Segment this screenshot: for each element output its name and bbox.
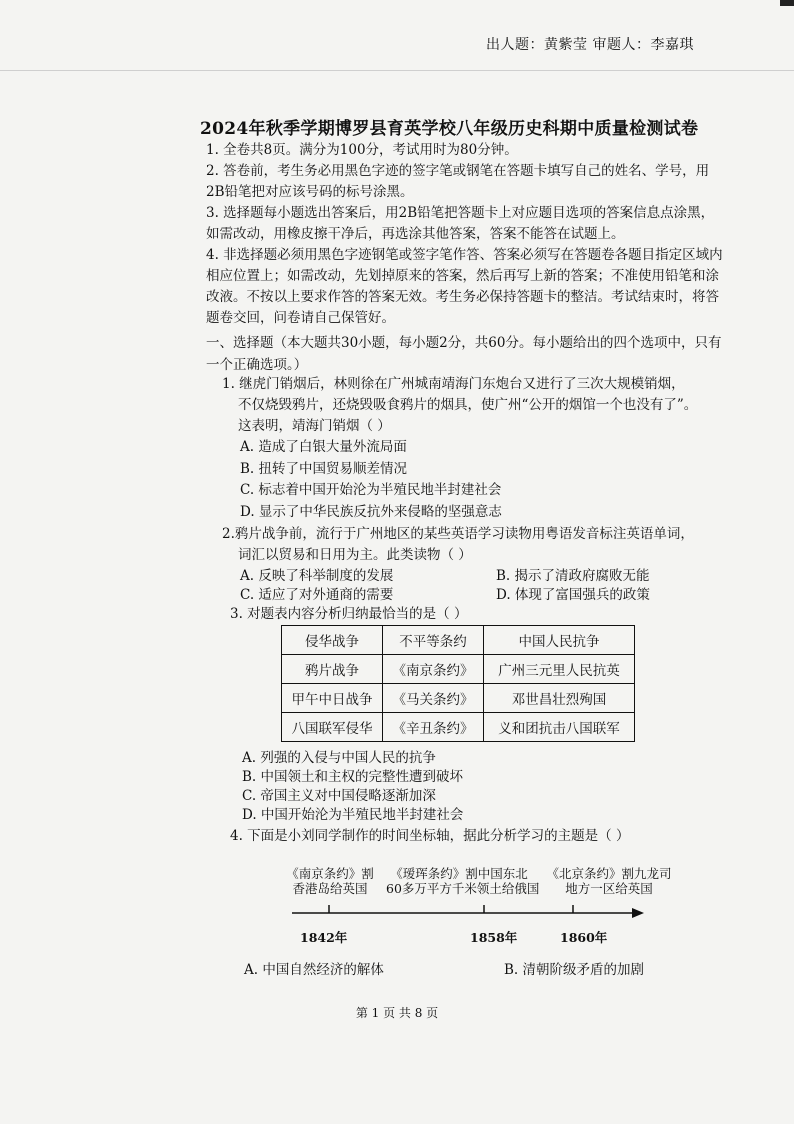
table-cell: 侵华战争 bbox=[282, 626, 383, 655]
timeline-axis bbox=[284, 902, 650, 924]
section-heading: 一、选择题（本大题共30小题，每小题2分，共60分。每小题给出的四个选项中，只有一个正确选项。） bbox=[206, 335, 722, 373]
timeline-event-label: 《北京条约》割九龙司 地方一区给英国 bbox=[546, 866, 672, 896]
q1-option-d: D. 显示了中华民族反抗外来侵略的坚强意志 bbox=[240, 504, 502, 520]
q2-stem-line-2: 词汇以贸易和日用为主。此类读物（ ） bbox=[238, 547, 472, 563]
timeline-year: 1842年 bbox=[300, 930, 348, 945]
table-cell: 《南京条约》 bbox=[383, 655, 484, 684]
q2-option-b: B. 揭示了清政府腐败无能 bbox=[496, 568, 650, 584]
q3-option-b: B. 中国领土和主权的完整性遭到破坏 bbox=[242, 769, 464, 785]
table-cell: 邓世昌壮烈殉国 bbox=[484, 684, 635, 713]
corner-mark bbox=[780, 0, 794, 6]
table-cell: 中国人民抗争 bbox=[484, 626, 635, 655]
table-cell: 广州三元里人民抗英 bbox=[484, 655, 635, 684]
table-row bbox=[282, 684, 635, 713]
q1-option-a: A. 造成了白银大量外流局面 bbox=[240, 439, 407, 455]
table-row bbox=[282, 713, 635, 742]
q3-option-c: C. 帝国主义对中国侵略逐渐加深 bbox=[242, 788, 436, 804]
q4-option-a: A. 中国自然经济的解体 bbox=[244, 962, 384, 978]
table-cell: 《马关条约》 bbox=[383, 684, 484, 713]
q2-option-d: D. 体现了富国强兵的政策 bbox=[496, 587, 650, 603]
header-divider bbox=[0, 70, 794, 71]
exam-title: 2024年秋季学期博罗县育英学校八年级历史科期中质量检测试卷 bbox=[200, 119, 699, 139]
timeline-year: 1860年 bbox=[560, 930, 608, 945]
table-cell: 八国联军侵华 bbox=[282, 713, 383, 742]
q1-stem-line-3: 这表明，靖海门销烟（ ） bbox=[238, 418, 391, 434]
q3-table bbox=[281, 625, 635, 742]
q1-stem-line-2: 不仅烧毁鸦片，还烧毁吸食鸦片的烟具，使广州“公开的烟馆一个也没有了”。 bbox=[238, 397, 698, 413]
q1-option-b: B. 扭转了中国贸易顺差情况 bbox=[240, 461, 408, 477]
table-row bbox=[282, 626, 635, 655]
timeline-event-label: 《瑷珲条约》割中国东北 60多万平方千米领土给俄国 bbox=[386, 866, 540, 896]
instruction-4: 4. 非选择题必须用黑色字迹钢笔或签字笔作答、答案必须写在答题卷各题目指定区域内相应位置上；如需改动，先划掉原来的答案，然后再写上新的答案；不准使用铅笔和涂改液。不按以上要求作答的答案无效。考生务必保持答题卡的整洁。考试结束时，将答题卷交回，问卷请自己保管好。 bbox=[206, 247, 723, 326]
instruction-1: 1. 全卷共8页。满分为100分，考试用时为80分钟。 bbox=[206, 142, 518, 158]
table-cell: 不平等条约 bbox=[383, 626, 484, 655]
table-row bbox=[282, 655, 635, 684]
timeline-event-label: 《南京条约》割 香港岛给英国 bbox=[286, 866, 374, 896]
table-cell: 义和团抗击八国联军 bbox=[484, 713, 635, 742]
q4-option-b: B. 清朝阶级矛盾的加剧 bbox=[504, 962, 645, 978]
page-footer: 第 1 页 共 8 页 bbox=[355, 1006, 439, 1020]
timeline-year: 1858年 bbox=[470, 930, 518, 945]
table-cell: 《辛丑条约》 bbox=[383, 713, 484, 742]
q1-stem-line-1: 1. 继虎门销烟后，林则徐在广州城南靖海门东炮台又进行了三次大规模销烟， bbox=[222, 376, 685, 392]
q3-option-a: A. 列强的入侵与中国人民的抗争 bbox=[242, 750, 436, 766]
instructions bbox=[206, 140, 726, 329]
q1-option-c: C. 标志着中国开始沦为半殖民地半封建社会 bbox=[240, 482, 502, 498]
timeline-arrow bbox=[632, 908, 644, 918]
question-setter-line: 出人题：黄紫莹 审题人：李嘉琪 bbox=[486, 37, 694, 53]
q2-option-c: C. 适应了对外通商的需要 bbox=[240, 587, 394, 603]
table-cell: 鸦片战争 bbox=[282, 655, 383, 684]
table-cell: 甲午中日战争 bbox=[282, 684, 383, 713]
q4-stem: 4. 下面是小刘同学制作的时间坐标轴，据此分析学习的主题是（ ） bbox=[230, 828, 630, 844]
instruction-2: 2. 答卷前，考生务必用黑色字迹的签字笔或钢笔在答题卡填写自己的姓名、学号，用2B铅笔把对应该号码的标号涂黑。 bbox=[206, 163, 710, 200]
q2-stem-line-1: 2.鸦片战争前，流行于广州地区的某些英语学习读物用粤语发音标注英语单词， bbox=[222, 526, 694, 542]
q2-option-a: A. 反映了科举制度的发展 bbox=[240, 568, 394, 584]
q3-stem: 3. 对题表内容分析归纳最恰当的是（ ） bbox=[230, 606, 468, 622]
instruction-3: 3. 选择题每小题选出答案后，用2B铅笔把答题卡上对应题目选项的答案信息点涂黑，如需改动，用橡皮擦干净后，再选涂其他答案，答案不能答在试题上。 bbox=[206, 205, 715, 242]
q3-option-d: D. 中国开始沦为半殖民地半封建社会 bbox=[242, 807, 464, 823]
